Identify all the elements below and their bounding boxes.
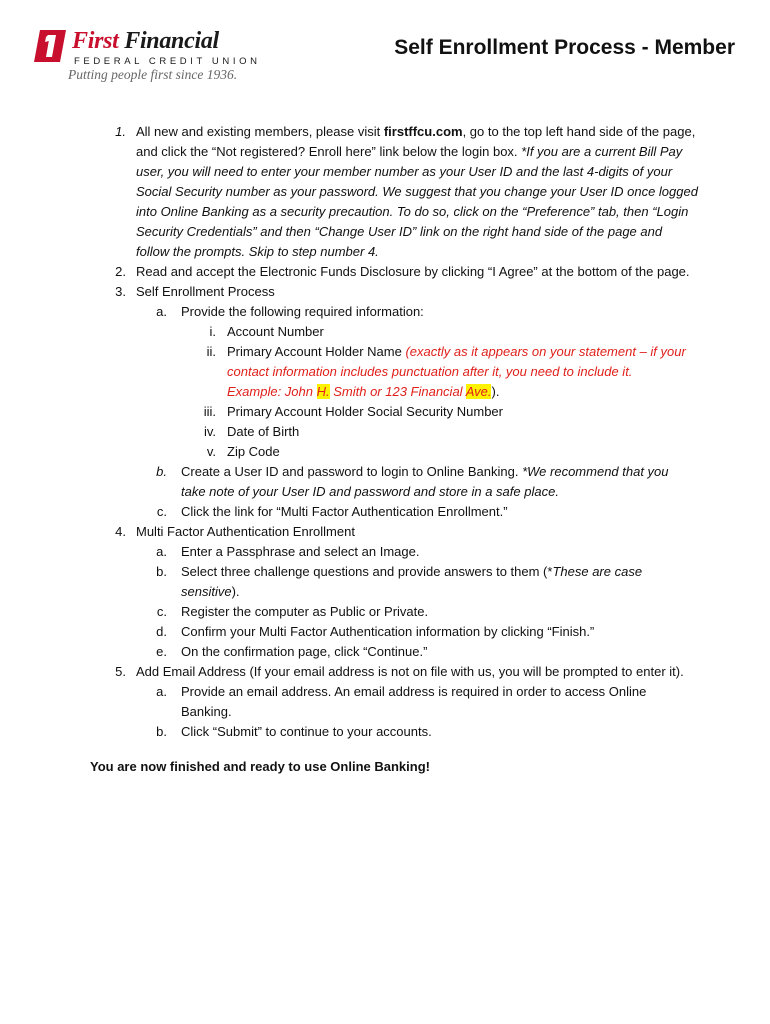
logo-one-icon [34, 30, 66, 62]
highlighted-text: Ave. [465, 384, 492, 399]
instructions: 1. All new and existing members, please visit firstffcu.com, go to the top left hand side of the page, and click the “Not registered? Enroll here” link below the login box. *If you are a current Bill Pay user, you will need to enter your member number as your User ID and the last 4-digits of your Social Security number as your password. We suggest that you change your User ID once logged into Online Banking as a security precaution. To do so, click on the “Preference” tab, then “Login Security Credentials” and then “Change User ID” link on the right hand side of the page and follow the prompts. Skip to step number 4. 2. Read and accept the Electronic Funds Disclosure by clicking “I Agree” at the bottom of the page. 3. Self Enrollment Process a. Provide the following required information: i. Account Number ii. Primary Account Holder Name (exactly as it appears on your statement – if your contact information includes punctuation after it, you need to include it. Example: John H. Smith or 123 Financial Ave.). iii. Primary Account Holder Social Security Number iv. Date of Birth v. Zip Code b. Create a User ID and password to login to Online Banking. *We recommend that you take note of your User ID and password and store in a safe place. c. Click the link for “Multi Factor Authentication Enrollment.” 4. Multi Factor Authentication Enrollment a. Enter a Passphrase and select an Image. b. Select three challenge questions and provide answers to them (*These are case sensitive). c. Register the computer as Public or Private. d. Confirm your Multi Factor Authentication information by clicking “Finish.” e. On the confirmation page, click “Continue.” 5. Add Email Address (If your email address is not on file with us, you will be prompted to enter it). a. Provide an email address. An email address is required in order to access Online Banking. b. Click “Submit” to continue to your accounts. [0, 122, 770, 742]
step-4c: c. Register the computer as Public or Private. [156, 604, 429, 619]
step-5a: a. Provide an email address. An email address is required in order to access Online [156, 684, 647, 699]
step-3a: a. Provide the following required information: [156, 304, 424, 319]
step-3: 3. Self Enrollment Process [115, 284, 275, 299]
step-3c: c. Click the link for “Multi Factor Authentication Enrollment.” [156, 504, 508, 519]
step-4e: e. On the confirmation page, click “Continue.” [156, 644, 428, 659]
step-4: 4. Multi Factor Authentication Enrollment [115, 524, 355, 539]
step-2: 2. Read and accept the Electronic Funds Disclosure by clicking “I Agree” at the bottom of the page. [115, 264, 690, 279]
step-3b: b. Create a User ID and password to login to Online Banking. *We recommend that you [156, 464, 669, 479]
step-3a-i: i. Account Number [209, 324, 324, 339]
website-link: firstffcu.com [383, 124, 463, 139]
company-logo [34, 27, 261, 87]
step-4b: b. Select three challenge questions and provide answers to them (*These are case [156, 564, 643, 579]
step-4d: d. Confirm your Multi Factor Authentication information by clicking “Finish.” [156, 624, 595, 639]
logo-tagline: Putting people first since 1936. [68, 67, 238, 82]
step-3a-iv: iv. Date of Birth [203, 424, 300, 439]
step-3a-iii: iii. Primary Account Holder Social Security Number [203, 404, 503, 419]
document-title: Self Enrollment Process - Member [394, 36, 735, 59]
step-3a-ii: ii. Primary Account Holder Name (exactly as it appears on your statement – if your [206, 344, 686, 359]
step-number: 1. [115, 124, 126, 139]
step-1: 1. All new and existing members, please visit firstffcu.com, go to the top left hand side of the page, [0, 122, 770, 142]
logo-name: First Financial [72, 28, 219, 54]
logo-subtitle: FEDERAL CREDIT UNION [74, 56, 261, 67]
step-5b: b. Click “Submit” to continue to your accounts. [156, 724, 432, 739]
step-4a: a. Enter a Passphrase and select an Image. [156, 544, 420, 559]
step-5: 5. Add Email Address (If your email address is not on file with us, you will be prompted to enter it). [115, 664, 684, 679]
step-3a-v: v. Zip Code [206, 444, 280, 459]
closing-statement: You are now finished and ready to use Online Banking! [90, 759, 430, 774]
highlighted-text: H. [316, 384, 330, 399]
